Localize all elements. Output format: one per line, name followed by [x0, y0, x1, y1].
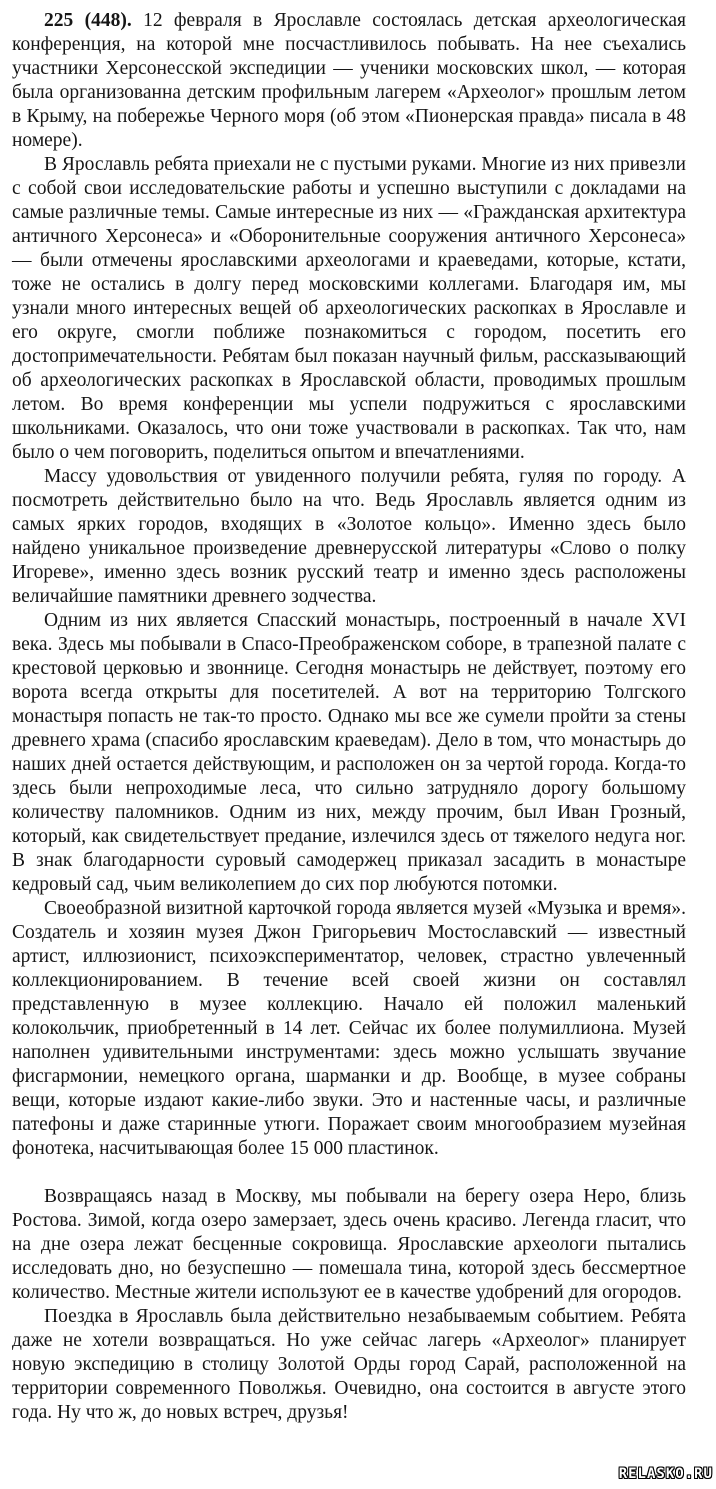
watermark: RELASKO.RU: [618, 1466, 713, 1482]
paragraph-5: Своеобразной визитной карточкой города является музей «Музыка и время». Создатель и хозяин музея Джон Григорьевич Мостославский — известный артист, иллюзионист, психоэкспериментатор, человек, страстно увлеченный коллекционированием. В течение всей своей жизни он составлял представленную в музее коллекцию. Начало ей положил маленький колокольчик, приобретенный в 14 лет. Сейчас их более полумиллиона. Музей наполнен удивительными инструментами: здесь можно услышать звучание фисгармонии, немецкого органа, шарманки и др. Вообще, в музее собраны вещи, которые издают какие-либо звуки. Это и настенные часы, и различные патефоны и даже старинные утюги. Поражает своим многообразием музейная фонотека, насчитывающая более 15 000 пластинок.: [12, 898, 686, 1159]
paragraph-2: В Ярославль ребята приехали не с пустыми руками. Многие из них привезли с собой свои исследовательские работы и успешно выступили с докладами на самые различные темы. Самые интересные из них — «Гражданская архитектура античного Херсонеса» и «Оборонительные сооружения античного Херсонеса» — были отмечены ярославскими археологами и краеведами, которые, кстати, тоже не остались в долгу перед московскими коллегами. Благодаря им, мы узнали много интересных вещей об археологических раскопках в Ярославле и его округе, смогли поближе познакомиться с городом, посетить его достопримечательности. Ребятам был показан научный фильм, рассказывающий об археологических раскопках в Ярославской области, проводимых прошлым летом. Во время конференции мы успели подружиться с ярославскими школьниками. Оказалось, что они тоже участвовали в раскопках. Так что, нам было о чем поговорить, поделиться опытом и впечатлениями.: [12, 154, 686, 463]
paragraph-6: Возвращаясь назад в Москву, мы побывали на берегу озера Неро, близь Ростова. Зимой, когда озеро замерзает, здесь очень красиво. Легенда гласит, что на дне озера лежат бесценные сокровища. Ярославские археологи пытались исследовать дно, но безуспешно — помешала тина, которой здесь бессмертное количество. Местные жители используют ее в качестве удобрений для огородов.: [12, 1186, 686, 1303]
paragraph-7: Поездка в Ярославль была действительно незабываемым событием. Ребята даже не хотели возвращаться. Но уже сейчас лагерь «Археолог» планирует новую экспедицию в столицу Золотой Орды город Сарай, расположенной на территории современного Поволжья. Очевидно, она состоится в августе этого года. Ну что ж, до новых встреч, друзья!: [12, 1306, 686, 1423]
paragraph-3: Массу удовольствия от увиденного получили ребята, гуляя по городу. А посмотреть действительно было на что. Ведь Ярославль является одним из самых ярких городов, входящих в «Золотое кольцо». Именно здесь было найдено уникальное произведение древнерусской литературы «Слово о полку Игореве», именно здесь возник русский театр и именно здесь расположены величайшие памятники древнего зодчества.: [12, 466, 686, 607]
paragraph-1-text: 12 февраля в Ярославле состоялась детская археологическая конференция, на которой мне посчастливилось побывать. На нее съехались участники Херсонесской экспедиции — ученики московских школ, — которая была организованна детским профильным лагерем «Археолог» прошлым летом в Крыму, на побережье Черного моря (об этом «Пионерская правда» писала в 48 номере).: [12, 10, 686, 151]
exercise-number: 225 (448).: [44, 10, 132, 31]
paragraph-4: Одним из них является Спасский монастырь, построенный в начале XVI века. Здесь мы побывали в Спасо-Преображенском соборе, в трапезной палате с крестовой церковью и звоннице. Сегодня монастырь не действует, поэтому его ворота всегда открыты для посетителей. А вот на территорию Толгского монастыря попасть не так-то просто. Однако мы все же сумели пройти за стены древнего храма (спасибо ярославским краеведам). Дело в том, что монастырь до наших дней остается действующим, и расположен он за чертой города. Когда-то здесь были непроходимые леса, что сильно затрудняло дорогу большому количеству паломников. Одним из них, между прочим, был Иван Грозный, который, как свидетельствует предание, излечился здесь от тяжелого недуга ног. В знак благодарности суровый самодержец приказал засадить в монастыре кедровый сад, чьим великолепием до сих пор любуются потомки.: [12, 610, 686, 895]
paragraph-1: [12, 9, 686, 153]
